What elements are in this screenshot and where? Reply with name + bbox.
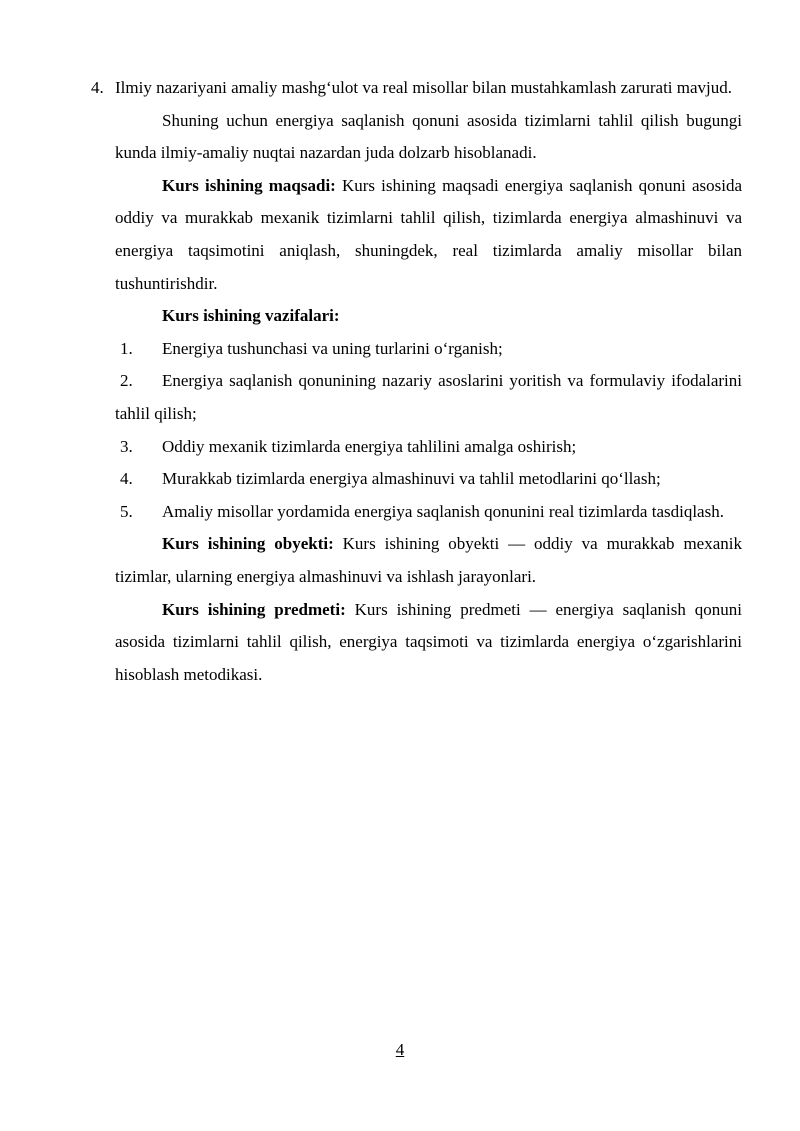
object-label: Kurs ishining obyekti:	[162, 534, 334, 554]
task-number: 4.	[120, 469, 133, 489]
goal-label: Kurs ishining maqsadi:	[162, 175, 336, 195]
task-text: Energiya saqlanish qonunining nazariy asoslarini yoritish va formulaviy ifodalarini tahlil qilish;	[115, 371, 742, 423]
page-number: 4	[395, 1040, 405, 1059]
subject-text: Kurs ishining predmeti — energiya saqlanish qonuni asosida tizimlarni tahlil qilish, energiya taqsimoti va tizimlarda energiya o‘zgarishlarini hisoblash metodikasi.	[115, 599, 742, 684]
intro-paragraph: Shuning uchun energiya saqlanish qonuni asosida tizimlarni tahlil qilish bugungi kunda ilmiy-amaliy nuqtai nazardan juda dolzarb hisoblanadi.	[115, 110, 742, 163]
task-number: 3.	[120, 436, 133, 456]
goal-paragraph	[115, 170, 742, 300]
page-body	[91, 72, 742, 691]
task-text: Energiya tushunchasi va uning turlarini o‘rganish;	[162, 338, 503, 358]
subject-label: Kurs ishining predmeti:	[162, 599, 346, 619]
task-number: 2.	[120, 371, 133, 391]
goal-text: Kurs ishining maqsadi energiya saqlanish qonuni asosida oddiy va murakkab mexanik tizimlarni tahlil qilish, tizimlarda energiya almashinuvi va energiya taqsimotini aniqlash, shuningdek, real tizimlarda amaliy misollar bilan tushuntirishdir.	[115, 175, 742, 293]
list-item-4	[91, 72, 742, 105]
list-item-text: Ilmiy nazariyani amaliy mashg‘ulot va real misollar bilan mustahkamlash zarurati mavjud.	[115, 78, 733, 97]
task-text: Amaliy misollar yordamida energiya saqlanish qonunini real tizimlarda tasdiqlash.	[162, 501, 724, 521]
task-item	[115, 496, 742, 529]
task-text: Oddiy mexanik tizimlarda energiya tahlilini amalga oshirish;	[162, 436, 577, 456]
task-item	[115, 431, 742, 464]
list-marker: 4.	[91, 78, 104, 97]
task-item	[115, 365, 742, 430]
object-paragraph	[115, 528, 742, 593]
object-text: Kurs ishining obyekti — oddiy va murakkab mexanik tizimlar, ularning energiya almashinuvi va ishlash jarayonlari.	[115, 534, 742, 586]
task-text: Murakkab tizimlarda energiya almashinuvi va tahlil metodlarini qo‘llash;	[162, 469, 661, 489]
subject-paragraph	[115, 594, 742, 692]
task-item	[115, 463, 742, 496]
tasks-heading: Kurs ishining vazifalari:	[162, 306, 340, 326]
task-item	[115, 333, 742, 366]
task-number: 1.	[120, 338, 133, 358]
task-number: 5.	[120, 501, 133, 521]
